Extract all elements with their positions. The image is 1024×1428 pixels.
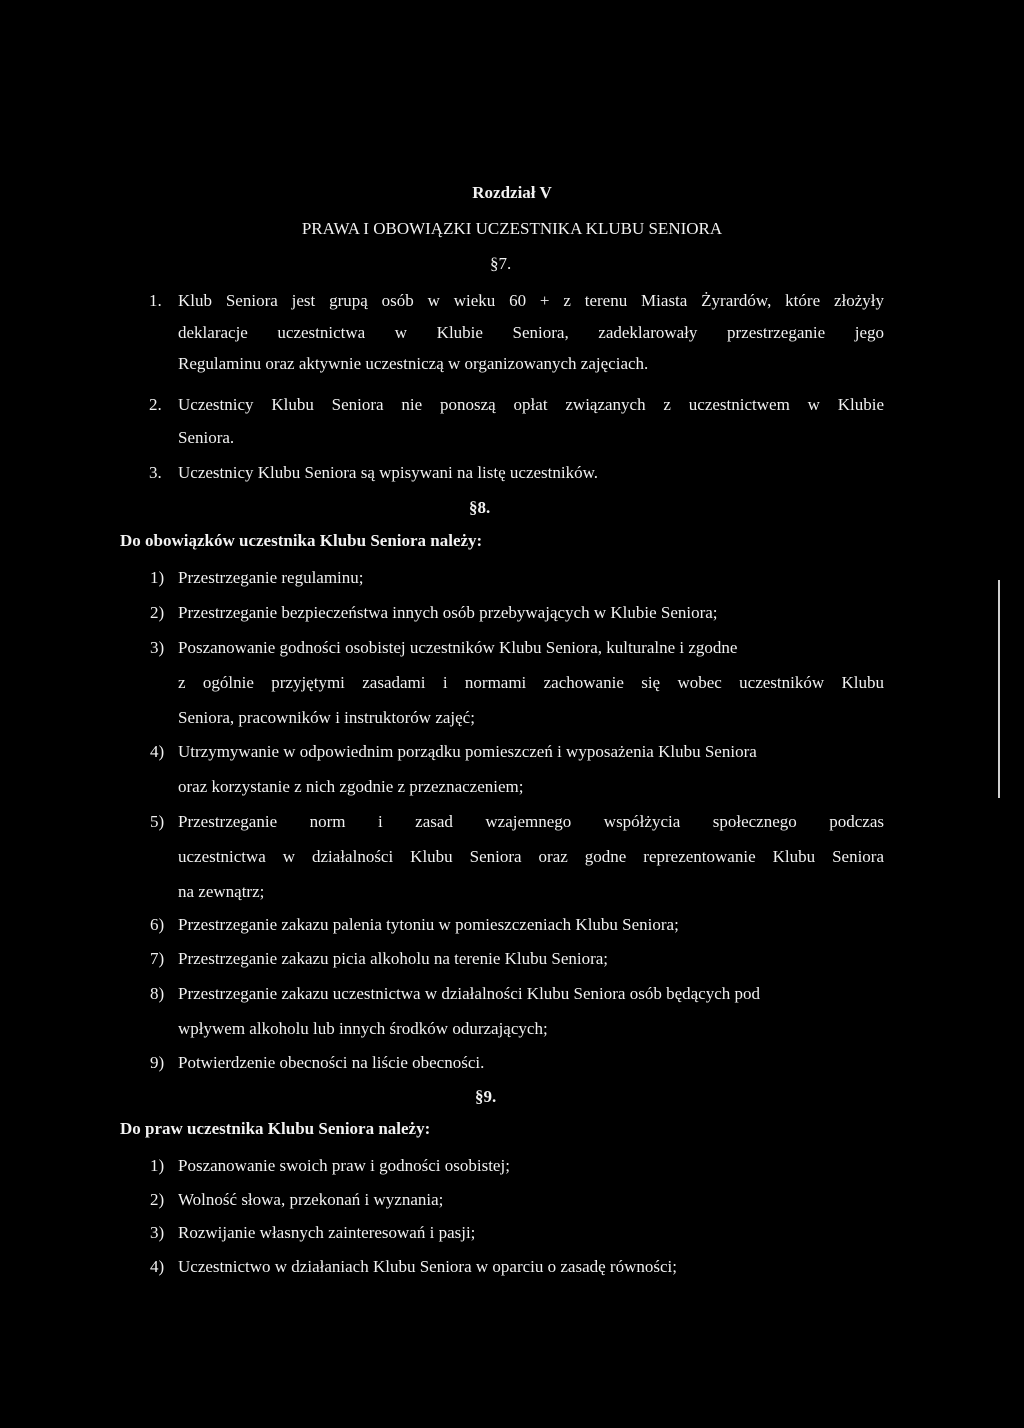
- s9-item-2-line-1: Wolność słowa, przekonań i wyznania;: [178, 1190, 444, 1209]
- s8-item-5-number: 5): [150, 812, 165, 831]
- section-9-intro: Do praw uczestnika Klubu Seniora należy:: [120, 1119, 431, 1138]
- s8-item-9-number: 9): [150, 1053, 165, 1072]
- s8-item-1-number: 1): [150, 568, 165, 587]
- s8-item-8-number: 8): [150, 984, 165, 1003]
- section-8-intro: Do obowiązków uczestnika Klubu Seniora należy:: [120, 531, 483, 550]
- s8-item-5-line-2: uczestnictwa w działalności Klubu Seniora oraz godne reprezentowanie Klubu Seniora: [178, 847, 884, 866]
- s8-item-7-line-1: Przestrzeganie zakazu picia alkoholu na terenie Klubu Seniora;: [178, 949, 609, 968]
- s8-item-6-number: 6): [150, 915, 165, 934]
- s8-item-3-line-3: Seniora, pracowników i instruktorów zajęć;: [178, 708, 475, 727]
- s9-item-4-line-1: Uczestnictwo w działaniach Klubu Seniora w oparciu o zasadę równości;: [178, 1257, 677, 1276]
- s8-item-3-line-2: z ogólnie przyjętymi zasadami i normami zachowanie się wobec uczestników Klubu: [178, 673, 884, 692]
- s7-item-1-line-3: Regulaminu oraz aktywnie uczestniczą w organizowanych zajęciach.: [178, 354, 649, 373]
- section-7-mark: §7.: [490, 254, 512, 273]
- chapter-subtitle: PRAWA I OBOWIĄZKI UCZESTNIKA KLUBU SENIORA: [301, 219, 723, 238]
- s9-item-3-number: 3): [150, 1223, 165, 1242]
- s8-item-4-number: 4): [150, 742, 165, 761]
- s9-item-1-number: 1): [150, 1156, 165, 1175]
- s8-item-6-line-1: Przestrzeganie zakazu palenia tytoniu w pomieszczeniach Klubu Seniora;: [178, 915, 679, 934]
- s9-item-1-line-1: Poszanowanie swoich praw i godności osobistej;: [178, 1156, 510, 1175]
- s8-item-1-line-1: Przestrzeganie regulaminu;: [178, 568, 364, 587]
- s8-item-3-line-1: Poszanowanie godności osobistej uczestników Klubu Seniora, kulturalne i zgodne: [178, 638, 738, 657]
- s8-item-5-line-1: Przestrzeganie norm i zasad wzajemnego współżycia społecznego podczas: [178, 812, 884, 831]
- s7-item-1-line-2: deklaracje uczestnictwa w Klubie Seniora, zadeklarowały przestrzeganie jego: [178, 323, 884, 342]
- section-8-mark: §8.: [469, 498, 491, 517]
- s9-item-3-line-1: Rozwijanie własnych zainteresowań i pasji;: [178, 1223, 476, 1242]
- s8-item-8-line-1: Przestrzeganie zakazu uczestnictwa w działalności Klubu Seniora osób będących pod: [178, 984, 761, 1003]
- s8-item-9-line-1: Potwierdzenie obecności na liście obecności.: [178, 1053, 485, 1072]
- s7-item-1-number: 1.: [149, 291, 162, 310]
- s7-item-3-line-1: Uczestnicy Klubu Seniora są wpisywani na listę uczestników.: [178, 463, 599, 482]
- s8-item-2-number: 2): [150, 603, 165, 622]
- s9-item-2-number: 2): [150, 1190, 165, 1209]
- s8-item-5-line-3: na zewnątrz;: [178, 882, 265, 901]
- s8-item-4-line-2: oraz korzystanie z nich zgodnie z przeznaczeniem;: [178, 777, 524, 796]
- s7-item-1-line-1: Klub Seniora jest grupą osób w wieku 60 + z terenu Miasta Żyrardów, które złożyły: [178, 291, 884, 310]
- chapter-title: Rozdział V: [472, 183, 552, 202]
- scan-edge-mark: [998, 580, 1000, 798]
- s8-item-7-number: 7): [150, 949, 165, 968]
- s7-item-2-line-2: Seniora.: [178, 428, 235, 447]
- s8-item-4-line-1: Utrzymywanie w odpowiednim porządku pomieszczeń i wyposażenia Klubu Seniora: [178, 742, 757, 761]
- s7-item-2-line-1: Uczestnicy Klubu Seniora nie ponoszą opłat związanych z uczestnictwem w Klubie: [178, 395, 884, 414]
- s8-item-2-line-1: Przestrzeganie bezpieczeństwa innych osób przebywających w Klubie Seniora;: [178, 603, 718, 622]
- s8-item-8-line-2: wpływem alkoholu lub innych środków odurzających;: [178, 1019, 548, 1038]
- s9-item-4-number: 4): [150, 1257, 165, 1276]
- s7-item-2-number: 2.: [149, 395, 162, 414]
- s7-item-3-number: 3.: [149, 463, 162, 482]
- section-9-mark: §9.: [475, 1087, 497, 1106]
- s8-item-3-number: 3): [150, 638, 165, 657]
